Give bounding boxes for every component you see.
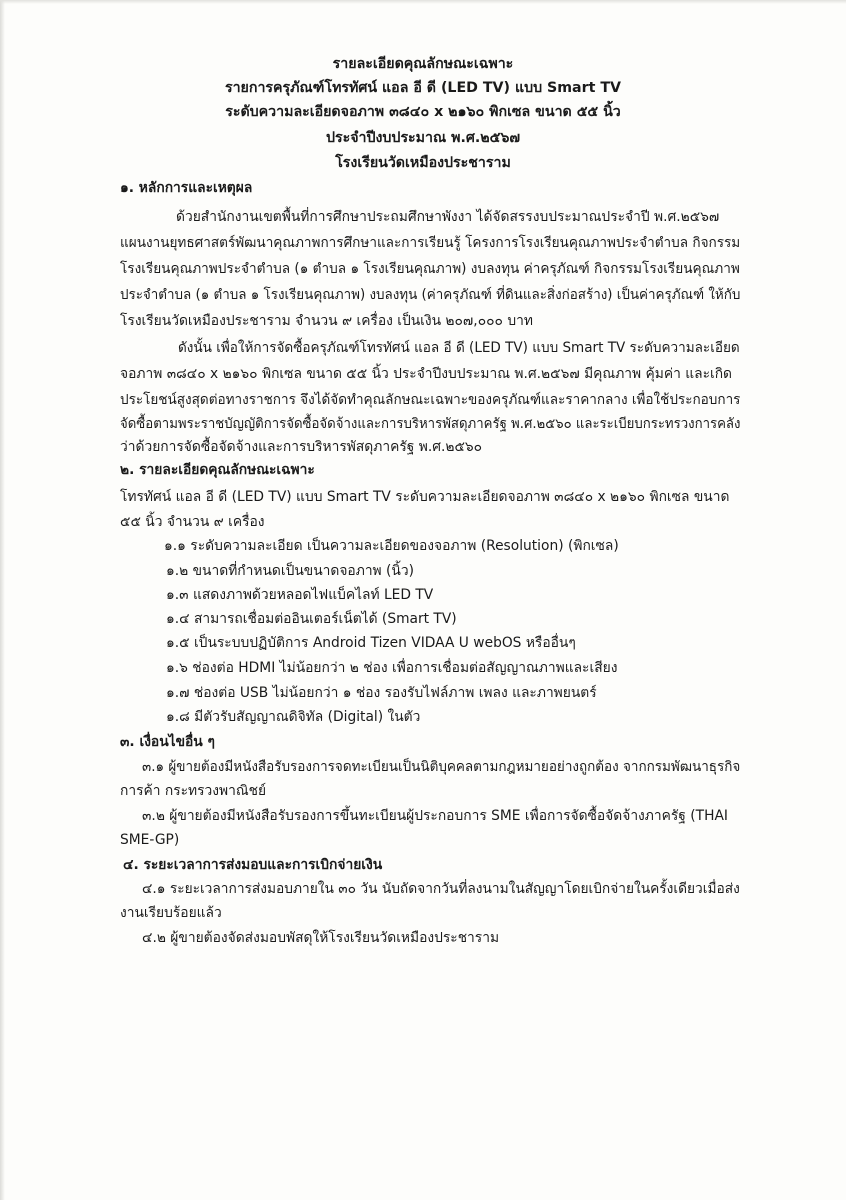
doc-title: รายละเอียดคุณลักษณะเฉพาะ [332, 56, 514, 72]
section1-para1-line: ประจำตำบล (๑ ตำบล ๑ โรงเรียนคุณภาพ) งบลงทุน (ค่าครุภัณฑ์ ที่ดินและสิ่งก่อสร้าง) เป็นค่าครุภัณฑ์ ให้กับ [120, 287, 741, 303]
section1-para2-line: ประโยชน์สูงสุดต่อทางราชการ จึงได้จัดทำคุณลักษณะเฉพาะของครุภัณฑ์และราคากลาง เพื่อใช้ประกอบการ [120, 392, 741, 408]
spec-item: ๑.๑ ระดับความละเอียด เป็นความละเอียดของจอภาพ (Resolution) (พิกเซล) [164, 538, 619, 554]
spec-item: ๑.๒ ขนาดที่กำหนดเป็นขนาดจอภาพ (นิ้ว) [166, 563, 414, 579]
section1-para1-line: โรงเรียนคุณภาพประจำตำบล (๑ ตำบล ๑ โรงเรียนคุณภาพ) งบลงทุน ค่าครุภัณฑ์ กิจกรรมโรงเรียนคุณภาพ [120, 261, 740, 277]
section4-heading: ๔. ระยะเวลาการส่งมอบและการเบิกจ่ายเงิน [123, 857, 383, 873]
spec-item: ๑.๓ แสดงภาพด้วยหลอดไฟแบ็คไลท์ LED TV [166, 587, 434, 603]
section1-para2-line: จัดซื้อตามพระราชบัญญัติการจัดซื้อจัดจ้างและการบริหารพัสดุภาครัฐ พ.ศ.๒๕๖๐ และระเบียบกระทรวงการคลัง [120, 416, 741, 432]
section1-para1-line: แผนงานยุทธศาสตร์พัฒนาคุณภาพการศึกษาและการเรียนรู้ โครงการโรงเรียนคุณภาพประจำตำบล กิจกรรม [120, 235, 741, 251]
scan-edge-left [0, 0, 5, 1200]
spec-item: ๑.๔ สามารถเชื่อมต่ออินเตอร์เน็ตได้ (Smart TV) [166, 611, 457, 627]
spec-item: ๑.๘ มีตัวรับสัญญาณดิจิทัล (Digital) ในตัว [166, 709, 421, 725]
doc-subtitle-school: โรงเรียนวัดเหมืองประชาราม [335, 155, 511, 171]
condition-item-line: ๓.๒ ผู้ขายต้องมีหนังสือรับรองการขึ้นทะเบียนผู้ประกอบการ SME เพื่อการจัดซื้อจัดจ้างภาครัฐ (THAI [142, 808, 728, 824]
condition-item-line: ๓.๑ ผู้ขายต้องมีหนังสือรับรองการจดทะเบียนเป็นนิติบุคคลตามกฎหมายอย่างถูกต้อง จากกรมพัฒนาธุรกิจ [142, 759, 741, 775]
spec-item: ๑.๕ เป็นระบบปฏิบัติการ Android Tizen VIDAA U webOS หรืออื่นๆ [166, 635, 576, 651]
scan-edge-top [0, 0, 846, 4]
delivery-item-line: งานเรียบร้อยแล้ว [120, 905, 222, 921]
section3-heading: ๓. เงื่อนไขอื่น ๆ [120, 734, 215, 750]
delivery-item-line: ๔.๒ ผู้ขายต้องจัดส่งมอบพัสดุให้โรงเรียนวัดเหมืองประชาราม [142, 930, 500, 946]
section1-para2-line: จอภาพ ๓๘๔๐ x ๒๑๖๐ พิกเซล ขนาด ๕๕ นิ้ว ประจำปีงบประมาณ พ.ศ.๒๕๖๗ มีคุณภาพ คุ้มค่า และเกิด [120, 366, 733, 382]
section1-para2-line: ว่าด้วยการจัดซื้อจัดจ้างและการบริหารพัสดุภาครัฐ พ.ศ.๒๕๖๐ [120, 439, 483, 455]
condition-item-line: การค้า กระทรวงพาณิชย์ [120, 783, 267, 799]
delivery-item-line: ๔.๑ ระยะเวลาการส่งมอบภายใน ๓๐ วัน นับถัดจากวันที่ลงนามในสัญญาโดยเบิกจ่ายในครั้งเดียวเมื่อส่ง [142, 881, 740, 897]
section1-para2-line: ดังนั้น เพื่อให้การจัดซื้อครุภัณฑ์โทรทัศน์ แอล อี ดี (LED TV) แบบ Smart TV ระดับความละเอียด [178, 340, 740, 356]
section2-heading: ๒. รายละเอียดคุณลักษณะเฉพาะ [120, 462, 315, 478]
spec-item: ๑.๖ ช่องต่อ HDMI ไม่น้อยกว่า ๒ ช่อง เพื่อการเชื่อมต่อสัญญาณภาพและเสียง [166, 660, 618, 676]
spec-item: ๑.๗ ช่องต่อ USB ไม่น้อยกว่า ๑ ช่อง รองรับไฟล์ภาพ เพลง และภาพยนตร์ [166, 685, 597, 701]
section1-para1-line: ด้วยสำนักงานเขตพื้นที่การศึกษาประถมศึกษาพังงา ได้จัดสรรงบประมาณประจำปี พ.ศ.๒๕๖๗ [176, 209, 720, 225]
section2-intro-line: โทรทัศน์ แอล อี ดี (LED TV) แบบ Smart TV ระดับความละเอียดจอภาพ ๓๘๔๐ x ๒๑๖๐ พิกเซล ขนาด [120, 489, 730, 505]
section1-para1-line: โรงเรียนวัดเหมืองประชาราม จำนวน ๙ เครื่อง เป็นเงิน ๒๐๗,๐๐๐ บาท [120, 313, 533, 329]
doc-subtitle-resolution: ระดับความละเอียดจอภาพ ๓๘๔๐ x ๒๑๖๐ พิกเซล ขนาด ๕๕ นิ้ว [225, 104, 621, 120]
section1-heading: ๑. หลักการและเหตุผล [120, 180, 253, 196]
section2-intro-line: ๕๕ นิ้ว จำนวน ๙ เครื่อง [120, 514, 265, 530]
condition-item-line: SME-GP) [120, 832, 180, 848]
doc-subtitle-fiscal-year: ประจำปีงบประมาณ พ.ศ.๒๕๖๗ [325, 130, 521, 146]
doc-subtitle-item: รายการครุภัณฑ์โทรทัศน์ แอล อี ดี (LED TV) แบบ Smart TV [224, 80, 622, 96]
